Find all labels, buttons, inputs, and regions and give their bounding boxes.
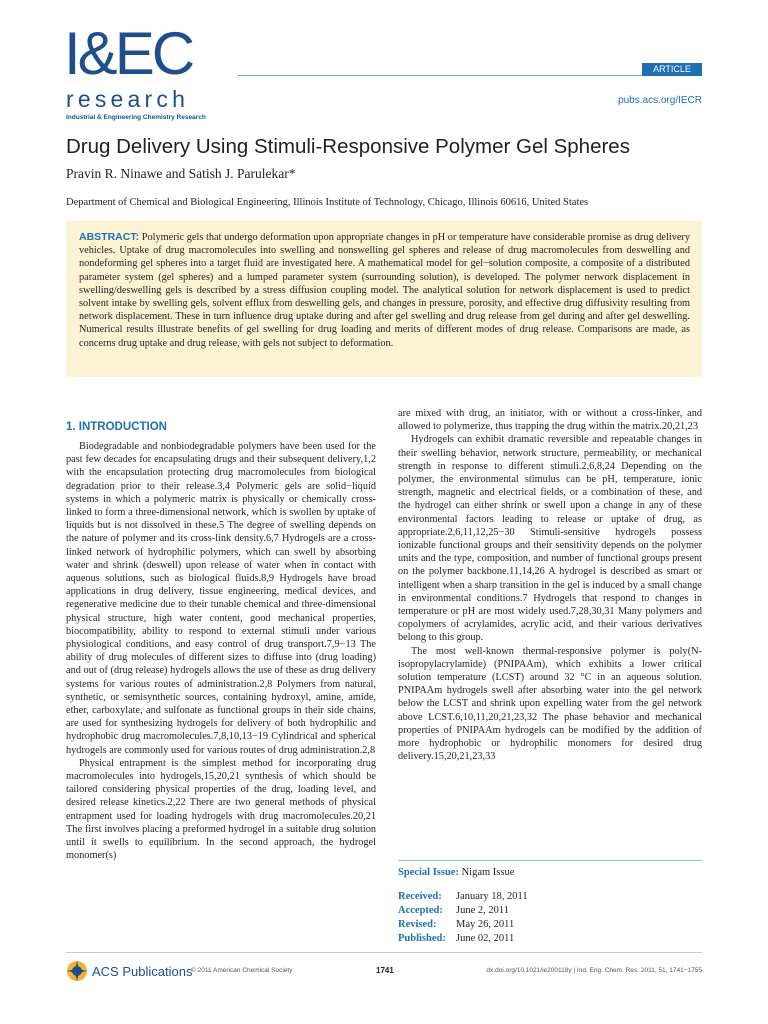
abstract-body: Polymeric gels that undergo deformation upon appropriate changes in pH or temperature have considerable promise as drug delivery vehicles. Uptake of drug macromolecules into swelling and nonswelling gel spheres and release of drug macromolecules from deswelling and nondeforming gel spheres into a target fluid are investigated here. A mathematical model for gel−solution composite, a composite of a distributed parameter system (gel spheres) and a lumped parameter system (surrounding solution), is developed. The polymer network displacement in swelling/deswelling gels is described by a stress diffusion coupling model. The analytical solution for network displacement is used to predict solvent intake by swelling gels, solvent efflux from deswelling gels, and changes in pressure, porosity, and effective drug diffusivity resulting from network displacement. These in turn influence drug uptake during and after gel swelling and drug release from gel during and after gel deswelling. Numerical results illustrate benefits of gel swelling for drug loading and merits of different modes of drug release. Comparisons are made, as concerns drug uptake and drug release, with gels not subject to deformation. (79, 232, 690, 349)
date-row (398, 890, 528, 904)
date-label: Received: (398, 891, 442, 902)
header-divider (238, 75, 702, 76)
paragraph: are mixed with drug, an initiator, with or without a cross-linker, and allowed to polymerize, thus trapping the drug within the matrix.20,21,23 (398, 408, 702, 433)
special-issue (398, 867, 514, 878)
date-value: June 02, 2011 (456, 933, 515, 944)
left-column (66, 440, 376, 863)
journal-logo-subtitle: Industrial & Engineering Chemistry Research (66, 114, 206, 121)
article-type-badge: ARTICLE (642, 63, 702, 76)
article-authors: Pravin R. Ninawe and Satish J. Parulekar* (66, 166, 296, 181)
page-number: 1741 (376, 966, 394, 975)
date-row (398, 932, 528, 946)
date-row (398, 904, 528, 918)
publication-dates (398, 890, 528, 946)
date-value: January 18, 2011 (456, 891, 528, 902)
date-value: June 2, 2011 (456, 905, 509, 916)
journal-logo: I&EC (64, 20, 193, 87)
abstract-label: ABSTRACT: (79, 231, 140, 243)
date-value: May 26, 2011 (456, 919, 515, 930)
paragraph: Physical entrapment is the simplest method for incorporating drug macromolecules into hydrogels,15,20,21 synthesis of which should be tailored considering physical properties of the drug, loading level, and desired release kinetics.2,22 There are two general methods of physical entrapment used for loading hydrogels with drug macromolecules.20,21 The first involves placing a preformed hydrogel in a suitable drug solution until it swells to equilibrium. In the second approach, the hydrogel monomer(s) (66, 757, 376, 862)
publisher-name: ACS Publications (92, 963, 193, 979)
date-label: Accepted: (398, 905, 443, 916)
section-heading-introduction: 1. INTRODUCTION (66, 421, 167, 433)
special-issue-label: Special Issue: (398, 867, 459, 878)
paragraph: Biodegradable and nonbiodegradable polymers have been used for the past few decades for encapsulating drugs and their subsequent delivery,1,2 with the encapsulation protecting drug macromolecules from biological degradation prior to their release.3,4 Polymeric gels are solid−liquid systems in which a polymeric matrix is physically or chemically cross-linked to form a three-dimensional network, which is swollen by uptake of liquids but is not dissolved in these.5 The degree of swelling depends on the nature of polymer and its cross-link density.6,7 Hydrogels are a cross-linked network of hydrophilic polymers, which can swell by absorbing water and shrink (deswell) upon release of water when in contact with aqueous solutions, such as biological fluids.8,9 Hydrogels have broad applications in drug delivery, tissue engineering, medical devices, and regenerative medicine due to their tunable chemical and three-dimensional physical structure, high water content, good mechanical properties, biocompatibility, ability to respond to external stimuli under various physiological conditions, and easy control of drug transport.7,9−13 The ability of drug molecules of different sizes to diffuse into (drug loading) and out of (drug release) hydrogels allows the use of these as drug delivery systems for various routes of administration.2,8 Polymers from natural, synthetic, or semisynthetic sources, containing hydroxyl, amine, amide, ether, carboxylate, and sulfonate as functional groups in their side chains, are used for synthesizing hydrogels for delivery of both hydrophilic and hydrophobic drug macromolecules.7,8,10,13−19 Cylindrical and spherical hydrogels are commonly used for various routes of drug administration.2,8 (66, 441, 376, 756)
publisher-logo (66, 960, 192, 982)
acs-star-icon (66, 960, 88, 982)
copyright-notice: © 2011 American Chemical Society (191, 967, 293, 974)
paragraph: Hydrogels can exhibit dramatic reversible and repeatable changes in their swelling behavior, network structure, permeability, or mechanical strength in response to different stimuli.2,6,8,24 Depending on the polymer, the environmental stimulus can be pH, temperature, ionic strength, magnetic and electrical fields, or a combination of these, and the hydrogel can either shrink or swell upon a change in any of these environmental factors leading to release or uptake of drug, as appropriate.2,6,11,12,25−30 Stimuli-sensitive hydrogels possess ionizable functional groups and their sensitivity depends on the polymer units and the type, composition, and number of functional groups present on the polymer backbone.11,14,26 A hydrogel is described as smart or intelligent when a sharp transition in the gel is induced by a small change in environmental conditions.7 Hydrogels that respond to changes in temperature or pH are most widely used.7,28,30,31 Many polymers and copolymers of acrylamides, acrylic acid, and their various derivatives belong to this group. (398, 434, 702, 644)
date-label: Published: (398, 933, 446, 944)
journal-url-link[interactable]: pubs.acs.org/IECR (618, 95, 702, 106)
journal-logo-research: research (66, 86, 190, 112)
abstract (79, 231, 690, 350)
date-row (398, 918, 528, 932)
info-divider (398, 860, 702, 861)
footer-divider (66, 952, 702, 953)
paragraph: The most well-known thermal-responsive polymer is poly(N-isopropylacrylamide) (PNIPAAm), which exhibits a lower critical solution temperature (LCST) around 32 °C in an aqueous solution. PNIPAAm hydrogels swell after absorbing water into the gel network below the LCST and shrink upon expelling water from the gel network above LCST.6,10,11,20,21,23,32 The phase behavior and mechanical properties of PNIPAAm hydrogels can be modified by the addition of more hydrophobic or hydrophilic monomers for desired drug delivery.15,20,21,23,33 (398, 645, 702, 763)
article-title: Drug Delivery Using Stimuli-Responsive Polymer Gel Spheres (66, 135, 630, 158)
author-affiliation: Department of Chemical and Biological Engineering, Illinois Institute of Technology, Chicago, Illinois 60616, United States (66, 197, 589, 208)
right-column (398, 407, 702, 763)
date-label: Revised: (398, 919, 437, 930)
doi-citation[interactable]: dx.doi.org/10.1021/ie200118y | Ind. Eng. Chem. Res. 2011, 51, 1741−1755 (486, 967, 702, 974)
special-issue-value: Nigam Issue (461, 867, 515, 878)
